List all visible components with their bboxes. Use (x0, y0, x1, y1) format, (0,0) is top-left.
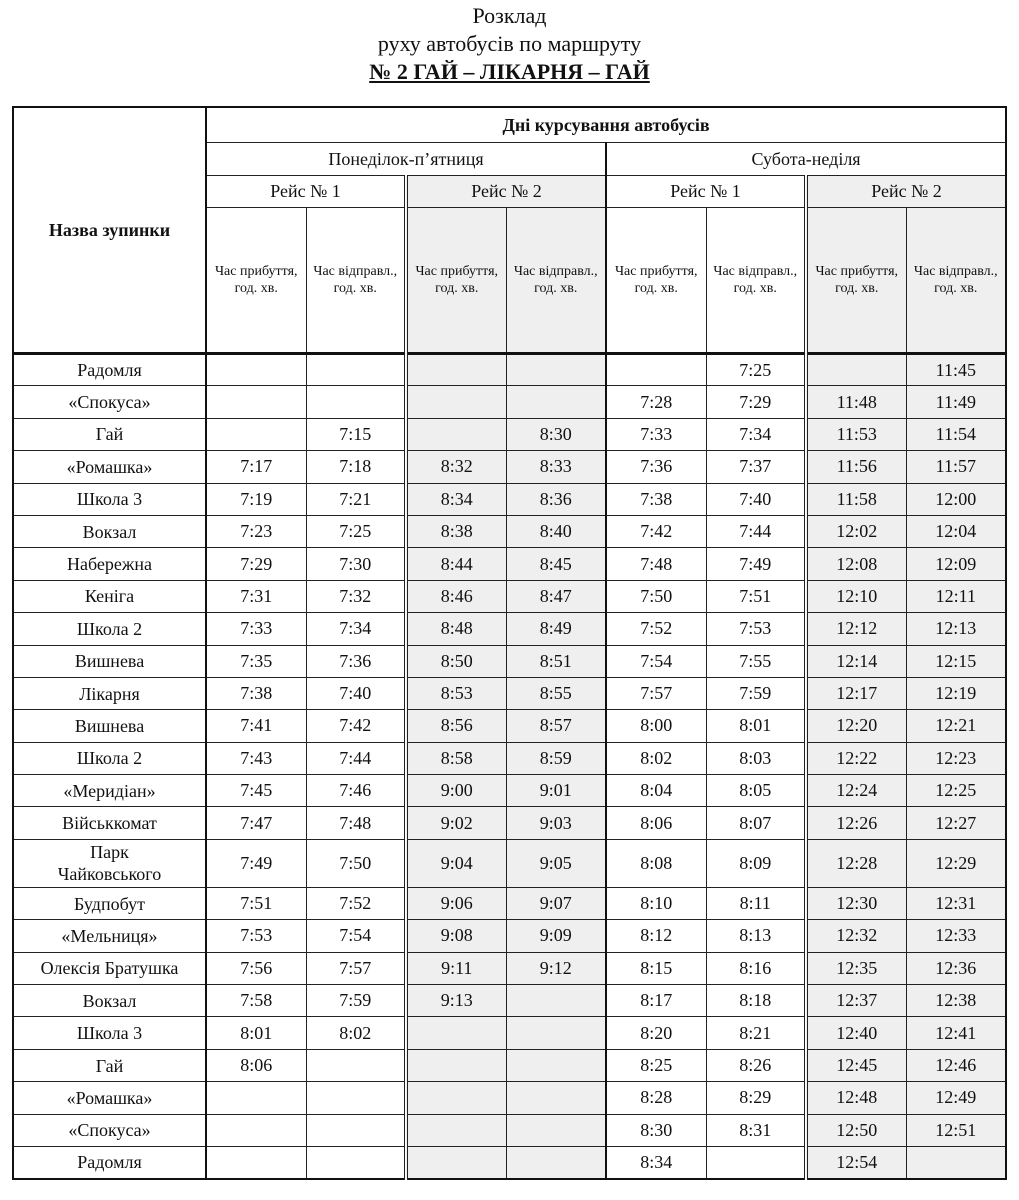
arrival-time: 7:43 (206, 742, 306, 774)
days-header: Дні курсування автобусів (206, 107, 1006, 143)
departure-time: 11:49 (906, 386, 1006, 418)
departure-time: 7:42 (306, 710, 406, 742)
arrival-time: 7:58 (206, 985, 306, 1017)
arrival-time: 12:40 (806, 1017, 906, 1049)
departure-time (306, 1082, 406, 1114)
arrival-time: 7:29 (206, 548, 306, 580)
departure-time: 12:19 (906, 677, 1006, 709)
table-row (13, 807, 1006, 839)
arrival-time: 7:33 (206, 613, 306, 645)
stop-name: Вокзал (13, 515, 206, 547)
arrival-time: 9:08 (406, 920, 506, 952)
arrival-time: 11:58 (806, 483, 906, 515)
arrival-time: 12:26 (806, 807, 906, 839)
stop-name: Вокзал (13, 985, 206, 1017)
departure-time: 7:59 (306, 985, 406, 1017)
departure-time: 7:50 (306, 839, 406, 887)
arrival-time: 12:28 (806, 839, 906, 887)
arrival-time: 8:44 (406, 548, 506, 580)
arrival-time: 12:12 (806, 613, 906, 645)
departure-time: 12:46 (906, 1049, 1006, 1081)
weekend-header: Субота-неділя (606, 143, 1006, 176)
departure-time: 12:31 (906, 887, 1006, 919)
arrival-time: 12:54 (806, 1146, 906, 1178)
arrival-time (206, 386, 306, 418)
departure-time: 8:09 (706, 839, 806, 887)
arrival-time: 8:34 (406, 483, 506, 515)
departure-time: 11:54 (906, 418, 1006, 450)
table-row (13, 548, 1006, 580)
arrival-time: 8:04 (606, 775, 706, 807)
stop-name: «Спокуса» (13, 1114, 206, 1146)
stop-name: Радомля (13, 354, 206, 386)
stop-name: Радомля (13, 1146, 206, 1178)
arrival-time: 12:50 (806, 1114, 906, 1146)
departure-time: 8:31 (706, 1114, 806, 1146)
departure-time: 8:59 (506, 742, 606, 774)
departure-time: 8:57 (506, 710, 606, 742)
arrival-time: 8:32 (406, 451, 506, 483)
departure-time: 9:03 (506, 807, 606, 839)
departure-time (306, 1146, 406, 1178)
arrival-time: 7:33 (606, 418, 706, 450)
departure-time: 8:51 (506, 645, 606, 677)
stop-name: Військкомат (13, 807, 206, 839)
stop-name: Набережна (13, 548, 206, 580)
col-arrival: Час прибуття, год. хв. (606, 208, 706, 354)
departure-time: 7:59 (706, 677, 806, 709)
departure-time: 7:34 (306, 613, 406, 645)
stop-name: Школа 2 (13, 613, 206, 645)
arrival-time: 8:02 (606, 742, 706, 774)
arrival-time: 7:45 (206, 775, 306, 807)
arrival-time (406, 1114, 506, 1146)
departure-time: 12:29 (906, 839, 1006, 887)
departure-time: 7:40 (306, 677, 406, 709)
arrival-time: 9:06 (406, 887, 506, 919)
departure-time: 11:57 (906, 451, 1006, 483)
departure-time: 7:21 (306, 483, 406, 515)
table-row (13, 354, 1006, 386)
arrival-time (406, 1146, 506, 1178)
table-row (13, 775, 1006, 807)
table-row (13, 1146, 1006, 1178)
departure-time: 7:54 (306, 920, 406, 952)
arrival-time: 9:00 (406, 775, 506, 807)
arrival-time: 8:58 (406, 742, 506, 774)
departure-time (506, 1146, 606, 1178)
table-row (13, 645, 1006, 677)
stop-name: Вишнева (13, 710, 206, 742)
departure-time: 12:41 (906, 1017, 1006, 1049)
departure-time: 12:23 (906, 742, 1006, 774)
departure-time: 8:36 (506, 483, 606, 515)
table-row (13, 580, 1006, 612)
stop-name: «Меридіан» (13, 775, 206, 807)
stop-name: Олексія Братушка (13, 952, 206, 984)
departure-time: 8:29 (706, 1082, 806, 1114)
departure-time: 8:55 (506, 677, 606, 709)
departure-time: 7:18 (306, 451, 406, 483)
arrival-time: 7:47 (206, 807, 306, 839)
arrival-time: 9:11 (406, 952, 506, 984)
table-row (13, 1017, 1006, 1049)
departure-time: 7:52 (306, 887, 406, 919)
departure-time (306, 1114, 406, 1146)
departure-time (306, 354, 406, 386)
arrival-time: 7:19 (206, 483, 306, 515)
departure-time: 12:25 (906, 775, 1006, 807)
stop-name-header: Назва зупинки (13, 107, 206, 354)
route-name: № 2 ГАЙ – ЛІКАРНЯ – ГАЙ (369, 59, 650, 84)
title-line-1: Розклад (472, 3, 547, 28)
table-row (13, 613, 1006, 645)
stop-name: «Спокуса» (13, 386, 206, 418)
arrival-time: 8:48 (406, 613, 506, 645)
arrival-time: 7:36 (606, 451, 706, 483)
departure-time: 8:49 (506, 613, 606, 645)
departure-time: 8:05 (706, 775, 806, 807)
departure-time: 8:02 (306, 1017, 406, 1049)
departure-time: 7:15 (306, 418, 406, 450)
departure-time: 8:16 (706, 952, 806, 984)
departure-time: 12:11 (906, 580, 1006, 612)
arrival-time: 12:10 (806, 580, 906, 612)
arrival-time: 8:01 (206, 1017, 306, 1049)
table-row (13, 418, 1006, 450)
arrival-time: 11:53 (806, 418, 906, 450)
arrival-time: 12:35 (806, 952, 906, 984)
weekdays-header: Понеділок-п’ятниця (206, 143, 606, 176)
departure-time (506, 985, 606, 1017)
arrival-time (206, 354, 306, 386)
arrival-time (406, 1082, 506, 1114)
arrival-time: 7:17 (206, 451, 306, 483)
departure-time: 9:07 (506, 887, 606, 919)
arrival-time: 9:02 (406, 807, 506, 839)
departure-time: 12:27 (906, 807, 1006, 839)
departure-time: 9:01 (506, 775, 606, 807)
arrival-time: 11:56 (806, 451, 906, 483)
departure-time: 12:38 (906, 985, 1006, 1017)
stop-name: Лікарня (13, 677, 206, 709)
departure-time: 7:53 (706, 613, 806, 645)
departure-time: 8:45 (506, 548, 606, 580)
departure-time: 12:04 (906, 515, 1006, 547)
arrival-time: 8:25 (606, 1049, 706, 1081)
departure-time (506, 1114, 606, 1146)
departure-time: 7:57 (306, 952, 406, 984)
departure-time: 7:32 (306, 580, 406, 612)
departure-time: 7:29 (706, 386, 806, 418)
arrival-time: 7:28 (606, 386, 706, 418)
arrival-time: 8:15 (606, 952, 706, 984)
table-row (13, 839, 1006, 887)
stop-name: «Ромашка» (13, 451, 206, 483)
arrival-time: 7:23 (206, 515, 306, 547)
departure-time: 7:49 (706, 548, 806, 580)
table-row (13, 677, 1006, 709)
arrival-time: 12:30 (806, 887, 906, 919)
weekday-trip-1-header: Рейс № 1 (206, 176, 406, 208)
table-row (13, 1082, 1006, 1114)
departure-time: 7:55 (706, 645, 806, 677)
arrival-time: 12:20 (806, 710, 906, 742)
col-departure: Час відправл., год. хв. (306, 208, 406, 354)
arrival-time: 7:42 (606, 515, 706, 547)
arrival-time: 12:24 (806, 775, 906, 807)
departure-time: 12:00 (906, 483, 1006, 515)
departure-time: 7:30 (306, 548, 406, 580)
departure-time: 9:09 (506, 920, 606, 952)
arrival-time: 7:51 (206, 887, 306, 919)
table-row (13, 742, 1006, 774)
arrival-time: 7:52 (606, 613, 706, 645)
col-arrival: Час прибуття, год. хв. (806, 208, 906, 354)
col-departure: Час відправл., год. хв. (706, 208, 806, 354)
departure-time: 7:44 (706, 515, 806, 547)
arrival-time: 9:13 (406, 985, 506, 1017)
arrival-time: 7:49 (206, 839, 306, 887)
departure-time: 8:07 (706, 807, 806, 839)
departure-time: 9:05 (506, 839, 606, 887)
departure-time: 8:21 (706, 1017, 806, 1049)
arrival-time: 12:22 (806, 742, 906, 774)
table-row (13, 920, 1006, 952)
departure-time: 12:36 (906, 952, 1006, 984)
departure-time: 7:25 (306, 515, 406, 547)
stop-name: Парк Чайковського (13, 839, 206, 887)
departure-time: 7:37 (706, 451, 806, 483)
table-row (13, 985, 1006, 1017)
table-row (13, 887, 1006, 919)
departure-time: 7:34 (706, 418, 806, 450)
table-row (13, 1049, 1006, 1081)
arrival-time: 8:10 (606, 887, 706, 919)
arrival-time: 8:50 (406, 645, 506, 677)
table-row (13, 515, 1006, 547)
departure-time: 8:18 (706, 985, 806, 1017)
departure-time (506, 386, 606, 418)
arrival-time: 8:34 (606, 1146, 706, 1178)
departure-time: 8:33 (506, 451, 606, 483)
col-arrival: Час прибуття, год. хв. (406, 208, 506, 354)
departure-time: 7:36 (306, 645, 406, 677)
departure-time (506, 1049, 606, 1081)
arrival-time: 8:46 (406, 580, 506, 612)
arrival-time: 8:53 (406, 677, 506, 709)
departure-time: 12:33 (906, 920, 1006, 952)
departure-time (906, 1146, 1006, 1178)
arrival-time: 8:28 (606, 1082, 706, 1114)
stop-name: Кеніга (13, 580, 206, 612)
arrival-time: 8:00 (606, 710, 706, 742)
col-departure: Час відправл., год. хв. (506, 208, 606, 354)
departure-time: 7:48 (306, 807, 406, 839)
arrival-time: 8:30 (606, 1114, 706, 1146)
departure-time: 12:51 (906, 1114, 1006, 1146)
arrival-time: 8:08 (606, 839, 706, 887)
col-arrival: Час прибуття, год. хв. (206, 208, 306, 354)
stop-name: Гай (13, 418, 206, 450)
departure-time (506, 1082, 606, 1114)
stop-name: «Ромашка» (13, 1082, 206, 1114)
departure-time (306, 386, 406, 418)
arrival-time: 12:02 (806, 515, 906, 547)
arrival-time: 7:53 (206, 920, 306, 952)
arrival-time (206, 1082, 306, 1114)
arrival-time (406, 1017, 506, 1049)
arrival-time: 8:06 (606, 807, 706, 839)
arrival-time: 12:14 (806, 645, 906, 677)
departure-time (506, 1017, 606, 1049)
table-row (13, 386, 1006, 418)
table-row (13, 952, 1006, 984)
schedule-title (0, 2, 1019, 86)
arrival-time: 12:17 (806, 677, 906, 709)
stop-name: Будпобут (13, 887, 206, 919)
arrival-time (606, 354, 706, 386)
departure-time: 12:13 (906, 613, 1006, 645)
weekend-trip-2-header: Рейс № 2 (806, 176, 1006, 208)
arrival-time: 8:17 (606, 985, 706, 1017)
stop-name: Школа 3 (13, 483, 206, 515)
departure-time: 11:45 (906, 354, 1006, 386)
departure-time: 8:01 (706, 710, 806, 742)
arrival-time (206, 418, 306, 450)
departure-time: 8:30 (506, 418, 606, 450)
arrival-time (806, 354, 906, 386)
timetable (12, 106, 1007, 1180)
stop-name: Вишнева (13, 645, 206, 677)
arrival-time (406, 386, 506, 418)
departure-time: 8:40 (506, 515, 606, 547)
table-row (13, 1114, 1006, 1146)
arrival-time (406, 354, 506, 386)
arrival-time: 12:32 (806, 920, 906, 952)
departure-time: 7:25 (706, 354, 806, 386)
arrival-time: 8:20 (606, 1017, 706, 1049)
arrival-time: 7:38 (606, 483, 706, 515)
arrival-time (206, 1146, 306, 1178)
arrival-time: 8:12 (606, 920, 706, 952)
arrival-time: 7:41 (206, 710, 306, 742)
arrival-time (406, 1049, 506, 1081)
departure-time: 7:40 (706, 483, 806, 515)
departure-time: 12:15 (906, 645, 1006, 677)
stop-name: Школа 3 (13, 1017, 206, 1049)
departure-time: 12:21 (906, 710, 1006, 742)
departure-time: 8:11 (706, 887, 806, 919)
departure-time: 8:47 (506, 580, 606, 612)
arrival-time (206, 1114, 306, 1146)
departure-time (306, 1049, 406, 1081)
stop-name: «Мельниця» (13, 920, 206, 952)
arrival-time: 7:56 (206, 952, 306, 984)
arrival-time: 7:54 (606, 645, 706, 677)
arrival-time: 7:57 (606, 677, 706, 709)
departure-time: 12:49 (906, 1082, 1006, 1114)
table-row (13, 710, 1006, 742)
arrival-time: 11:48 (806, 386, 906, 418)
timetable-body (13, 354, 1006, 1179)
arrival-time: 7:50 (606, 580, 706, 612)
departure-time (506, 354, 606, 386)
departure-time: 7:51 (706, 580, 806, 612)
stop-name: Школа 2 (13, 742, 206, 774)
weekend-trip-1-header: Рейс № 1 (606, 176, 806, 208)
arrival-time: 7:48 (606, 548, 706, 580)
table-row (13, 483, 1006, 515)
departure-time: 8:03 (706, 742, 806, 774)
arrival-time: 7:38 (206, 677, 306, 709)
title-line-2: руху автобусів по маршруту (377, 31, 642, 56)
arrival-time: 8:38 (406, 515, 506, 547)
departure-time: 9:12 (506, 952, 606, 984)
arrival-time: 12:37 (806, 985, 906, 1017)
arrival-time (406, 418, 506, 450)
departure-time (706, 1146, 806, 1178)
arrival-time: 8:56 (406, 710, 506, 742)
arrival-time: 12:08 (806, 548, 906, 580)
arrival-time: 8:06 (206, 1049, 306, 1081)
departure-time: 8:26 (706, 1049, 806, 1081)
stop-name: Гай (13, 1049, 206, 1081)
departure-time: 7:44 (306, 742, 406, 774)
departure-time: 7:46 (306, 775, 406, 807)
arrival-time: 7:31 (206, 580, 306, 612)
weekday-trip-2-header: Рейс № 2 (406, 176, 606, 208)
departure-time: 8:13 (706, 920, 806, 952)
arrival-time: 7:35 (206, 645, 306, 677)
col-departure: Час відправл., год. хв. (906, 208, 1006, 354)
arrival-time: 9:04 (406, 839, 506, 887)
table-row (13, 451, 1006, 483)
arrival-time: 12:48 (806, 1082, 906, 1114)
arrival-time: 12:45 (806, 1049, 906, 1081)
departure-time: 12:09 (906, 548, 1006, 580)
